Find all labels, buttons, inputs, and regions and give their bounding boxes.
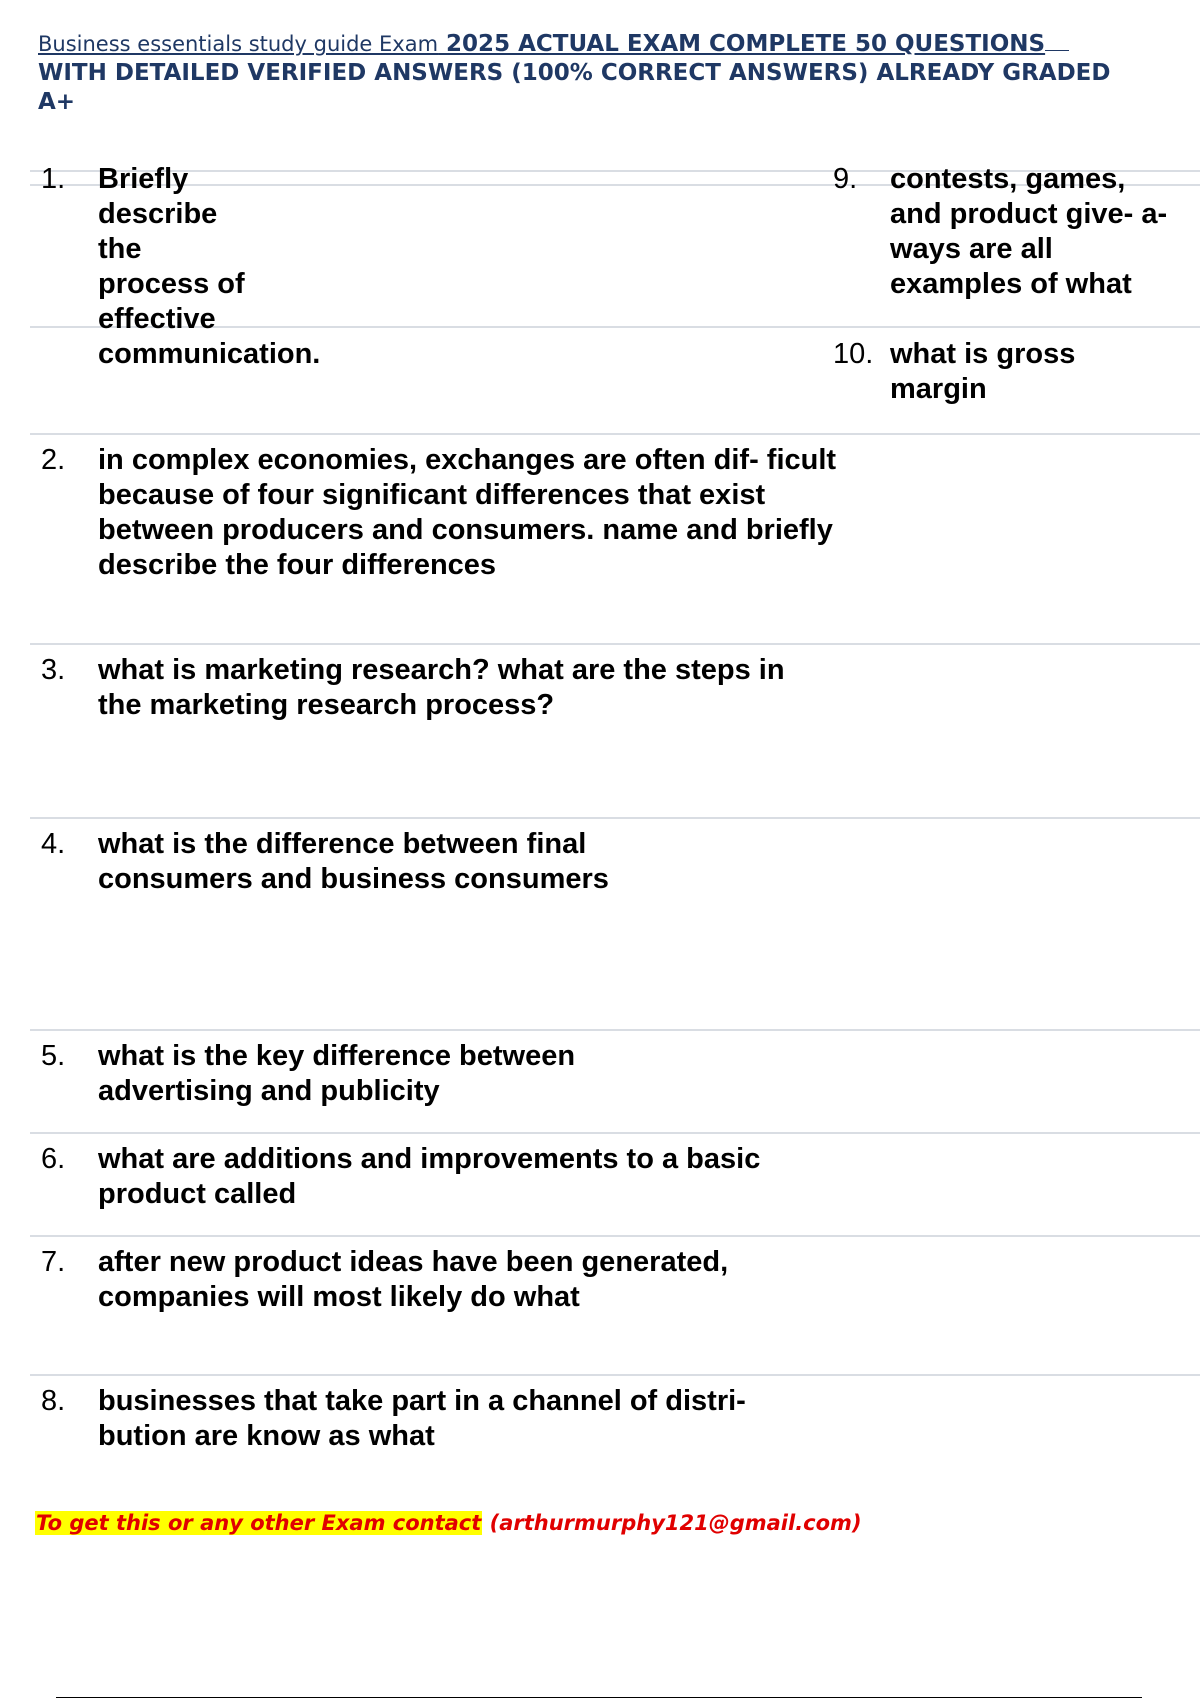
table-rule xyxy=(30,433,1200,435)
table-rule xyxy=(30,1235,1200,1237)
question-text: what is gross margin xyxy=(890,338,1076,405)
header-line-1 xyxy=(38,30,1188,59)
question-text: what is the key difference between advertising and publicity xyxy=(98,1040,576,1107)
table-rule xyxy=(30,1374,1200,1376)
contact-highlight: To get this or any other Exam contact xyxy=(36,1511,482,1535)
contact-footer xyxy=(35,1509,862,1537)
question-number: 9. xyxy=(833,163,858,195)
table-rule xyxy=(30,643,1200,645)
question-text: what is marketing research? what are the steps in the marketing research process? xyxy=(98,654,785,721)
header-line-3: A+ xyxy=(38,89,76,115)
question-number: 3. xyxy=(41,654,66,686)
document-header xyxy=(38,30,1188,117)
table-rule xyxy=(30,1029,1200,1031)
contact-email: (arthurmurphy121@gmail.com) xyxy=(482,1511,862,1535)
question-number: 5. xyxy=(41,1040,66,1072)
question-text: contests, games, and product give- a-ways are all examples of what xyxy=(890,163,1168,300)
question-number: 4. xyxy=(41,828,66,860)
header-rule xyxy=(1045,50,1069,51)
question-number: 8. xyxy=(41,1385,66,1417)
question-number: 2. xyxy=(41,444,66,476)
header-line-2: WITH DETAILED VERIFIED ANSWERS (100% CORRECT ANSWERS) ALREADY GRADED xyxy=(38,60,1111,86)
header-lead: Business essentials study guide Exam xyxy=(38,32,439,56)
question-number: 1. xyxy=(41,163,66,195)
question-text: Briefly describe the process of effective communication. xyxy=(98,163,321,370)
table-rule xyxy=(30,817,1200,819)
question-text: what are additions and improvements to a basic product called xyxy=(98,1143,761,1210)
table-rule xyxy=(30,1132,1200,1134)
question-number: 7. xyxy=(41,1246,66,1278)
page-bottom-rule xyxy=(56,1697,1142,1698)
question-number: 10. xyxy=(833,338,874,370)
header-title-part: 2025 ACTUAL EXAM COMPLETE 50 QUESTIONS xyxy=(438,31,1046,57)
question-text: in complex economies, exchanges are often dif- ficult because of four significant differences that exist between producers and consumers. name and briefly describe the four differences xyxy=(98,444,837,581)
question-text: what is the difference between final consumers and business consumers xyxy=(98,828,609,895)
question-number: 6. xyxy=(41,1143,66,1175)
question-text: businesses that take part in a channel of distri- bution are know as what xyxy=(98,1385,746,1452)
question-text: after new product ideas have been generated, companies will most likely do what xyxy=(98,1246,729,1313)
